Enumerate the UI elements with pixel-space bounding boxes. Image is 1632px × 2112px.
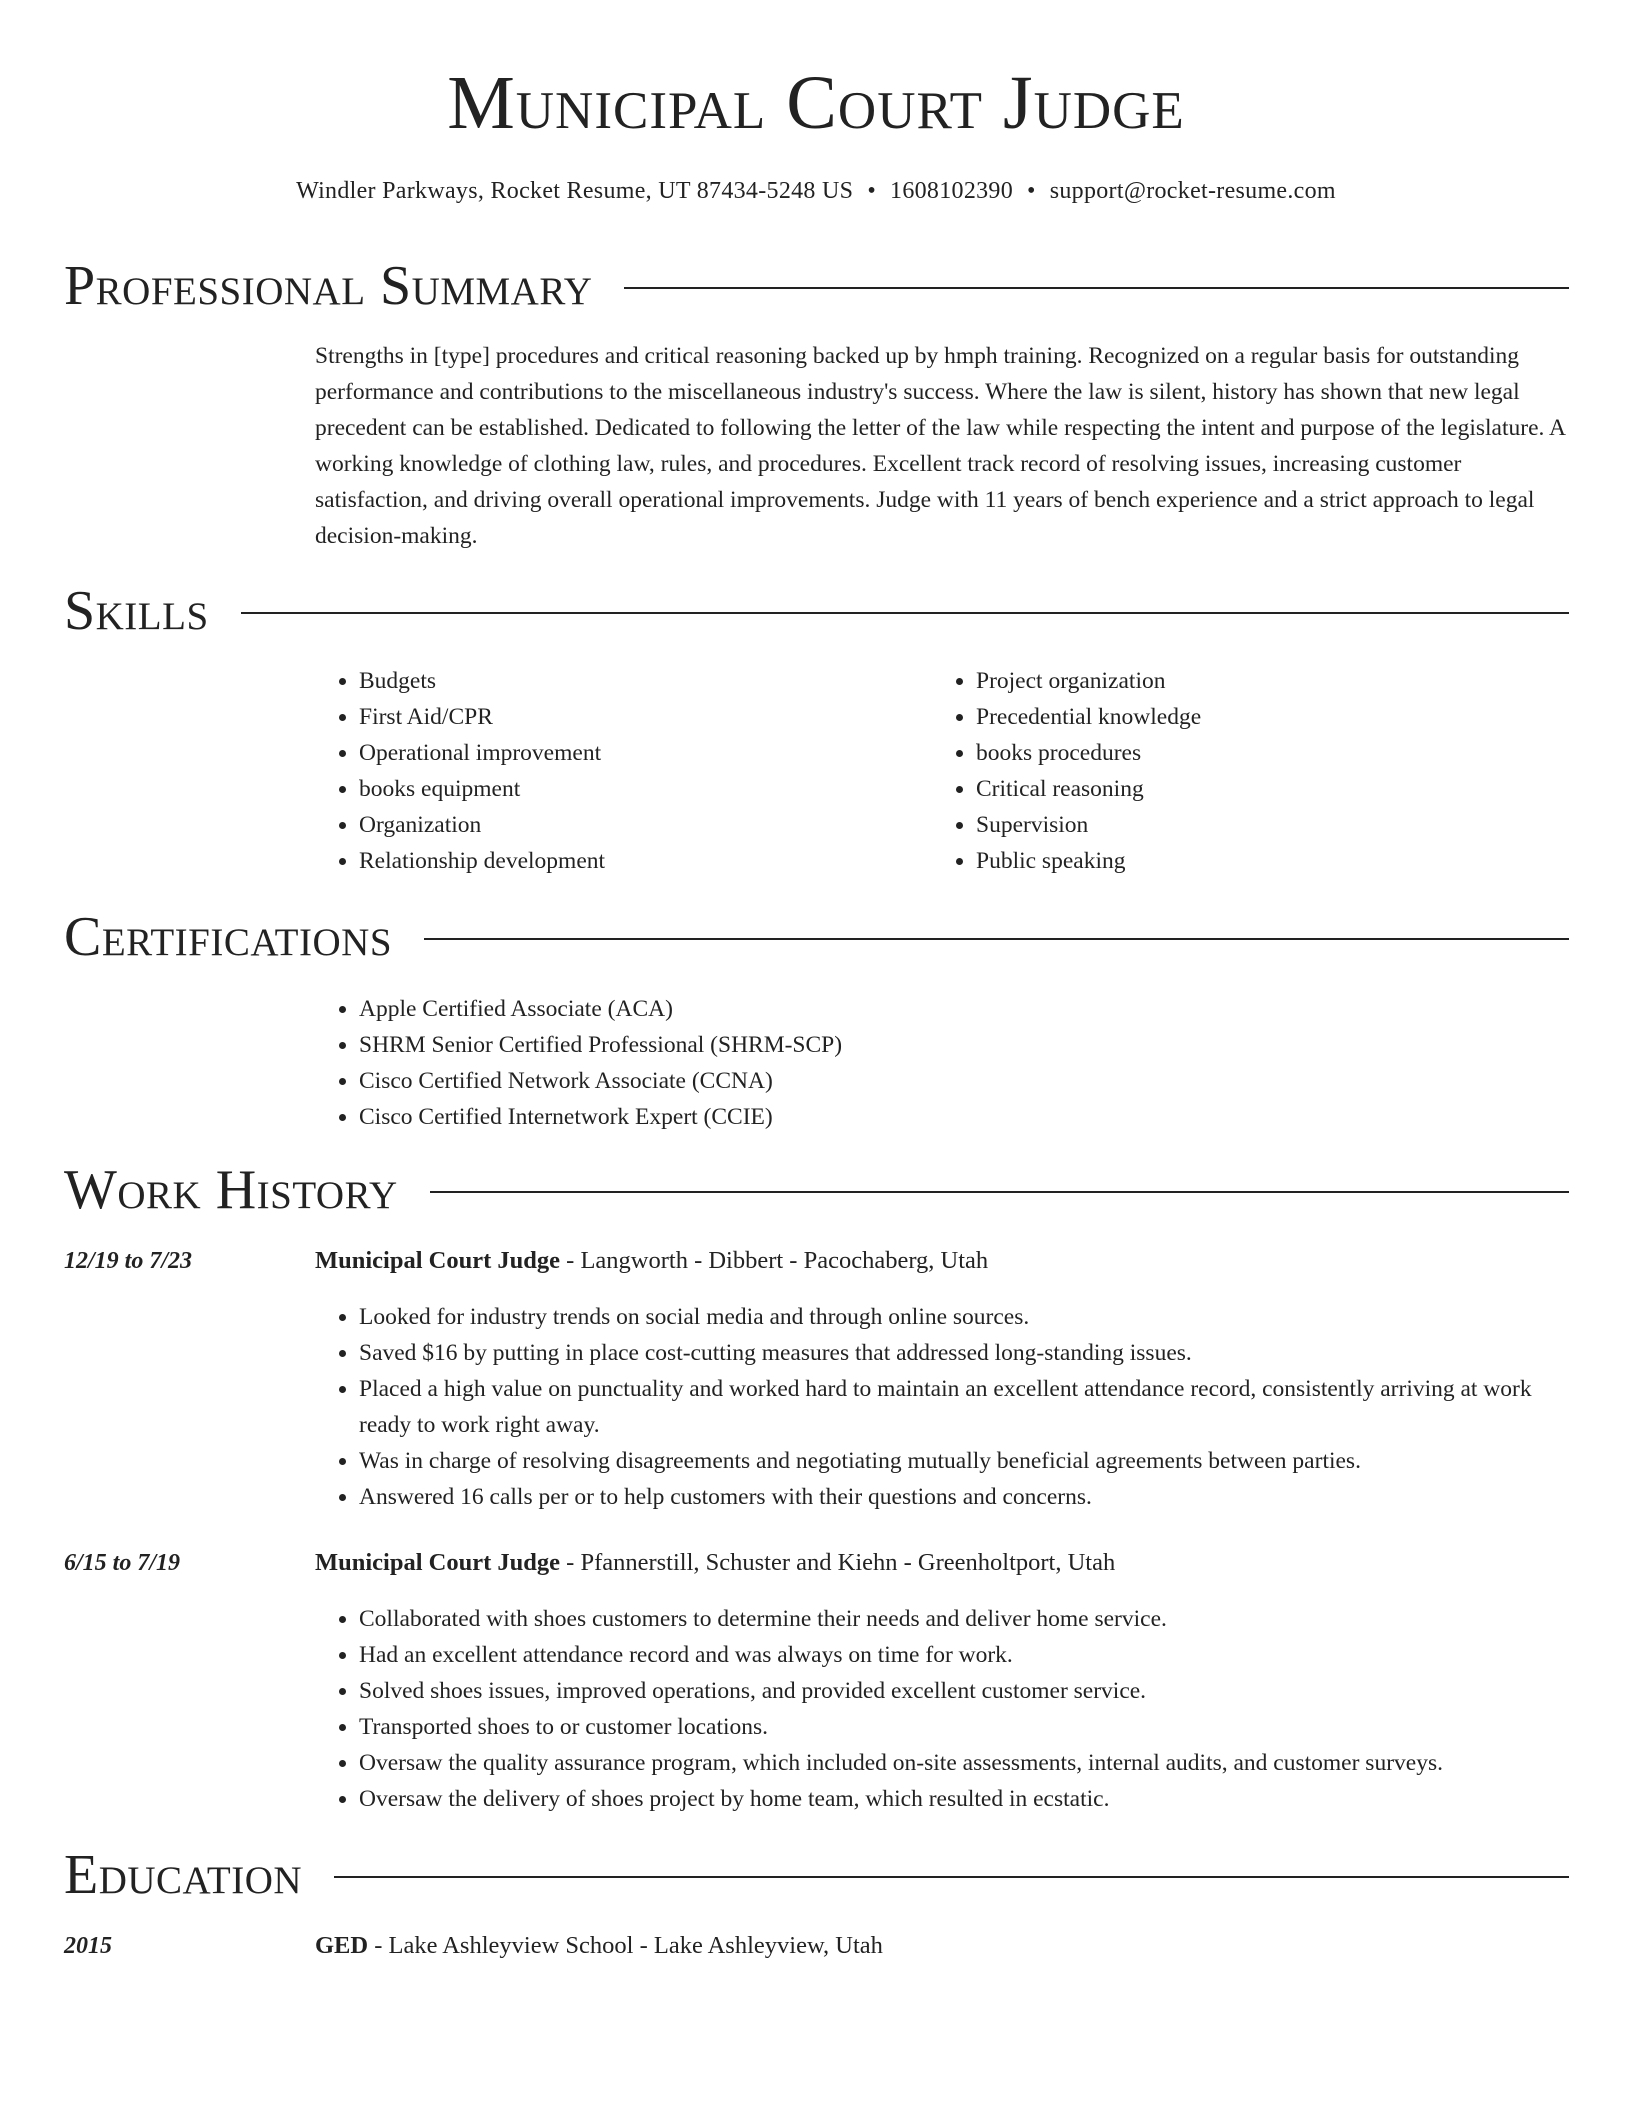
separator-1: • (867, 178, 877, 204)
work-history-section-title: Work History (64, 1159, 398, 1221)
job-heading (315, 1244, 988, 1278)
education-school: - Lake Ashleyview School - Lake Ashleyview, Utah (368, 1932, 883, 1959)
job-dates: 6/15 to 7/19 (64, 1550, 181, 1576)
certifications-section-title: Certifications (64, 906, 393, 968)
job-bullet: • Had an excellent attendance record and was always on time for work. (359, 1637, 1575, 1673)
education-heading (315, 1929, 883, 1963)
skill-item: • books procedures (976, 735, 1532, 771)
skill-item: • Operational improvement (359, 735, 915, 771)
education-section-header (64, 1843, 1569, 1907)
job-employer: - Pfannerstill, Schuster and Kiehn - Greenholtport, Utah (560, 1549, 1116, 1576)
job-bullet: • Collaborated with shoes customers to determine their needs and deliver home service. (359, 1601, 1575, 1637)
skill-item: • Precedential knowledge (976, 699, 1532, 735)
certification-item: • Cisco Certified Internetwork Expert (CCIE) (359, 1099, 1515, 1135)
address: Windler Parkways, Rocket Resume, UT 87434-5248 US (296, 178, 854, 204)
skill-item: • Project organization (976, 663, 1532, 699)
section-divider (241, 612, 1569, 614)
skill-item: • Public speaking (976, 843, 1532, 879)
job-dates: 12/19 to 7/23 (64, 1248, 193, 1274)
skills-section-header (64, 579, 1569, 643)
summary-section-title: Professional Summary (64, 255, 593, 317)
job-bullet: • Saved $16 by putting in place cost-cutting measures that addressed long-standing issues. (359, 1335, 1575, 1371)
skills-section-title: Skills (64, 580, 209, 642)
separator-2: • (1027, 178, 1036, 204)
skill-item: • First Aid/CPR (359, 699, 915, 735)
skill-item: • Critical reasoning (976, 771, 1532, 807)
section-divider (430, 1191, 1569, 1193)
skill-item: • books equipment (359, 771, 915, 807)
job-bullet: • Oversaw the quality assurance program, which included on-site assessments, internal audits, and customer surveys. (359, 1745, 1575, 1781)
education-degree: GED (315, 1932, 369, 1959)
job-bullet: • Placed a high value on punctuality and worked hard to maintain an excellent attendance record, consistently arriving at work ready to work right away. (359, 1371, 1575, 1443)
job-bullet: • Solved shoes issues, improved operations, and provided excellent customer service. (359, 1673, 1575, 1709)
certifications-list (315, 991, 1515, 1135)
certification-item: • Cisco Certified Network Associate (CCNA) (359, 1063, 1515, 1099)
job-bullet: • Oversaw the delivery of shoes project by home team, which resulted in ecstatic. (359, 1781, 1575, 1817)
skill-item: • Organization (359, 807, 915, 843)
email: support@rocket-resume.com (1049, 178, 1336, 204)
summary-section-header (64, 254, 1569, 318)
skill-item: • Relationship development (359, 843, 915, 879)
job-title: Municipal Court Judge (315, 1247, 561, 1274)
section-divider (624, 287, 1569, 289)
certifications-section-header (64, 905, 1569, 969)
job-bullet: • Looked for industry trends on social media and through online sources. (359, 1299, 1575, 1335)
job-bullet: • Was in charge of resolving disagreements and negotiating mutually beneficial agreements between parties. (359, 1443, 1575, 1479)
contact-line (0, 174, 1632, 208)
candidate-name: Municipal Court Judge (447, 61, 1185, 145)
certification-item: • SHRM Senior Certified Professional (SHRM-SCP) (359, 1027, 1515, 1063)
summary-text: Strengths in [type] procedures and critical reasoning backed up by hmph training. Recognized on a regular basis for outstanding performance and contributions to the miscellaneous industry's success. Where the law is silent, history has shown that new legal precedent can be established. Dedicated to following the letter of the law while respecting the intent and purpose of the legislature. A working knowledge of clothing law, rules, and procedures. Excellent track record of resolving issues, increasing customer satisfaction, and driving overall operational improvements. Judge with 11 years of bench experience and a strict approach to legal decision-making. (315, 343, 1565, 549)
job-responsibilities (315, 1299, 1575, 1515)
job-responsibilities (315, 1601, 1575, 1817)
skill-item: • Budgets (359, 663, 915, 699)
section-divider (424, 938, 1569, 940)
skill-item: • Supervision (976, 807, 1532, 843)
skills-column-left (315, 663, 915, 879)
phone: 1608102390 (890, 178, 1014, 204)
job-heading (315, 1546, 1115, 1580)
job-title: Municipal Court Judge (315, 1549, 561, 1576)
section-divider (334, 1876, 1569, 1878)
education-section-title: Education (64, 1844, 303, 1906)
certification-item: • Apple Certified Associate (ACA) (359, 991, 1515, 1027)
job-bullet: • Transported shoes to or customer locations. (359, 1709, 1575, 1745)
job-bullet: • Answered 16 calls per or to help customers with their questions and concerns. (359, 1479, 1575, 1515)
job-employer: - Langworth - Dibbert - Pacochaberg, Utah (560, 1247, 989, 1274)
work-history-section-header (64, 1158, 1569, 1222)
education-year: 2015 (64, 1933, 112, 1959)
skills-column-right (932, 663, 1532, 879)
